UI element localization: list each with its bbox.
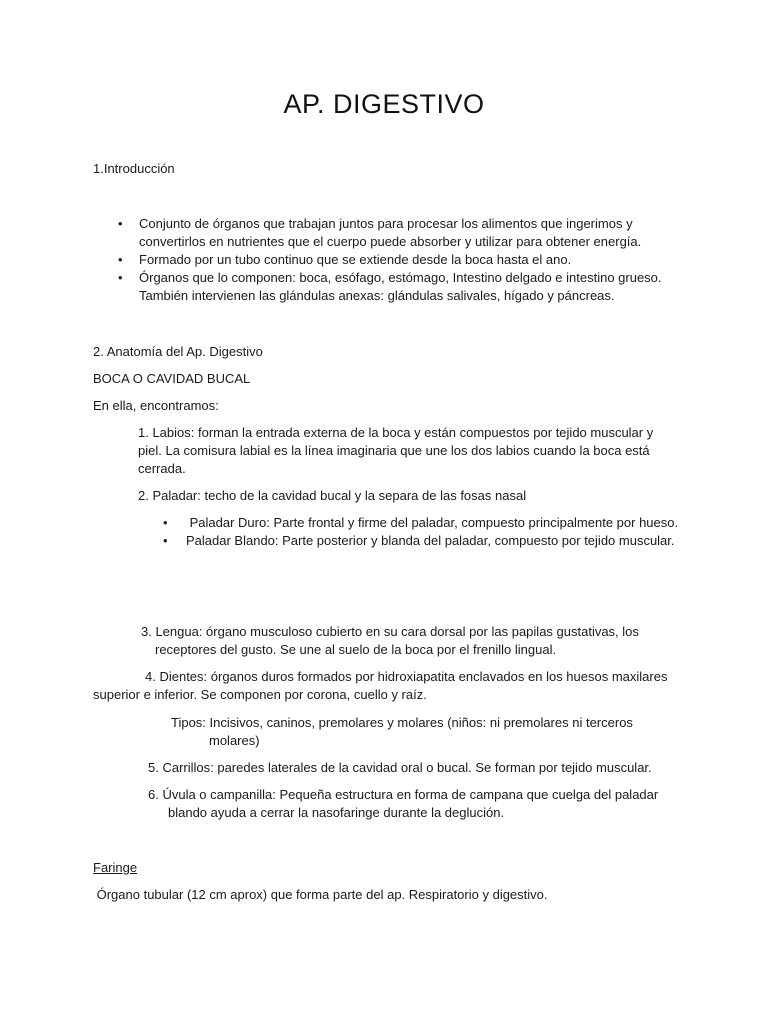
bullet-icon: •: [118, 216, 123, 231]
bullet-icon: •: [118, 270, 123, 285]
list-item: • Conjunto de órganos que trabajan juntos para procesar los alimentos que ingerimos y convertirlos en nutrientes que el cuerpo puede absorber y utilizar para obtener energía.: [118, 216, 642, 249]
item-carrillos: 5. Carrillos: paredes laterales de la cavidad oral o bucal. Se forman por tejido muscular.: [148, 760, 652, 775]
list-item: • Órganos que lo componen: boca, esófago, estómago, Intestino delgado e intestino grueso. También intervienen las glándulas anexas: glándulas salivales, hígado y páncreas.: [118, 270, 662, 303]
list-item: • Paladar Blando: Parte posterior y blanda del paladar, compuesto por tejido muscular.: [163, 533, 675, 548]
boca-intro: En ella, encontramos:: [93, 398, 219, 413]
intro-bullet-list: [118, 215, 678, 305]
tipos-line2: molares): [209, 733, 260, 748]
item-dientes-line2: superior e inferior. Se componen por corona, cuello y raíz.: [93, 687, 427, 702]
intro-heading: 1.Introducción: [93, 161, 175, 176]
tipos-line1: Tipos: Incisivos, caninos, premolares y molares (niños: ni premolares ni terceros: [171, 715, 633, 730]
bullet-icon: •: [163, 515, 168, 530]
list-item: • Paladar Duro: Parte frontal y firme del paladar, compuesto principalmente por hueso.: [163, 515, 679, 530]
item-dientes-line1: 4. Dientes: órganos duros formados por hidroxiapatita enclavados en los huesos maxilares: [145, 669, 668, 684]
document-title: AP. DIGESTIVO: [283, 89, 485, 119]
item-uvula-line2: blando ayuda a cerrar la nasofaringe durante la deglución.: [168, 805, 505, 820]
boca-heading: BOCA O CAVIDAD BUCAL: [93, 371, 251, 386]
paladar-bullet-list: [163, 514, 683, 550]
item-paladar: 2. Paladar: techo de la cavidad bucal y la separa de las fosas nasal: [138, 488, 527, 503]
item-lengua-line2: receptores del gusto. Se une al suelo de la boca por el frenillo lingual.: [155, 642, 557, 657]
faringe-heading: Faringe: [93, 860, 138, 875]
anatomy-heading: 2. Anatomía del Ap. Digestivo: [93, 344, 263, 359]
item-labios: 1. Labios: forman la entrada externa de la boca y están compuestos por tejido muscular y piel. La comisura labial es la línea imaginaria que une los dos labios cuando la boca está cerrada.: [138, 425, 654, 476]
bullet-icon: •: [163, 533, 168, 548]
list-item: • Formado por un tubo continuo que se extiende desde la boca hasta el ano.: [118, 252, 572, 267]
item-lengua-line1: 3. Lengua: órgano musculoso cubierto en su cara dorsal por las papilas gustativas, los: [141, 624, 639, 639]
faringe-text: Órgano tubular (12 cm aprox) que forma parte del ap. Respiratorio y digestivo.: [93, 887, 548, 902]
bullet-icon: •: [118, 252, 123, 267]
item-uvula-line1: 6. Úvula o campanilla: Pequeña estructura en forma de campana que cuelga del paladar: [148, 787, 659, 802]
